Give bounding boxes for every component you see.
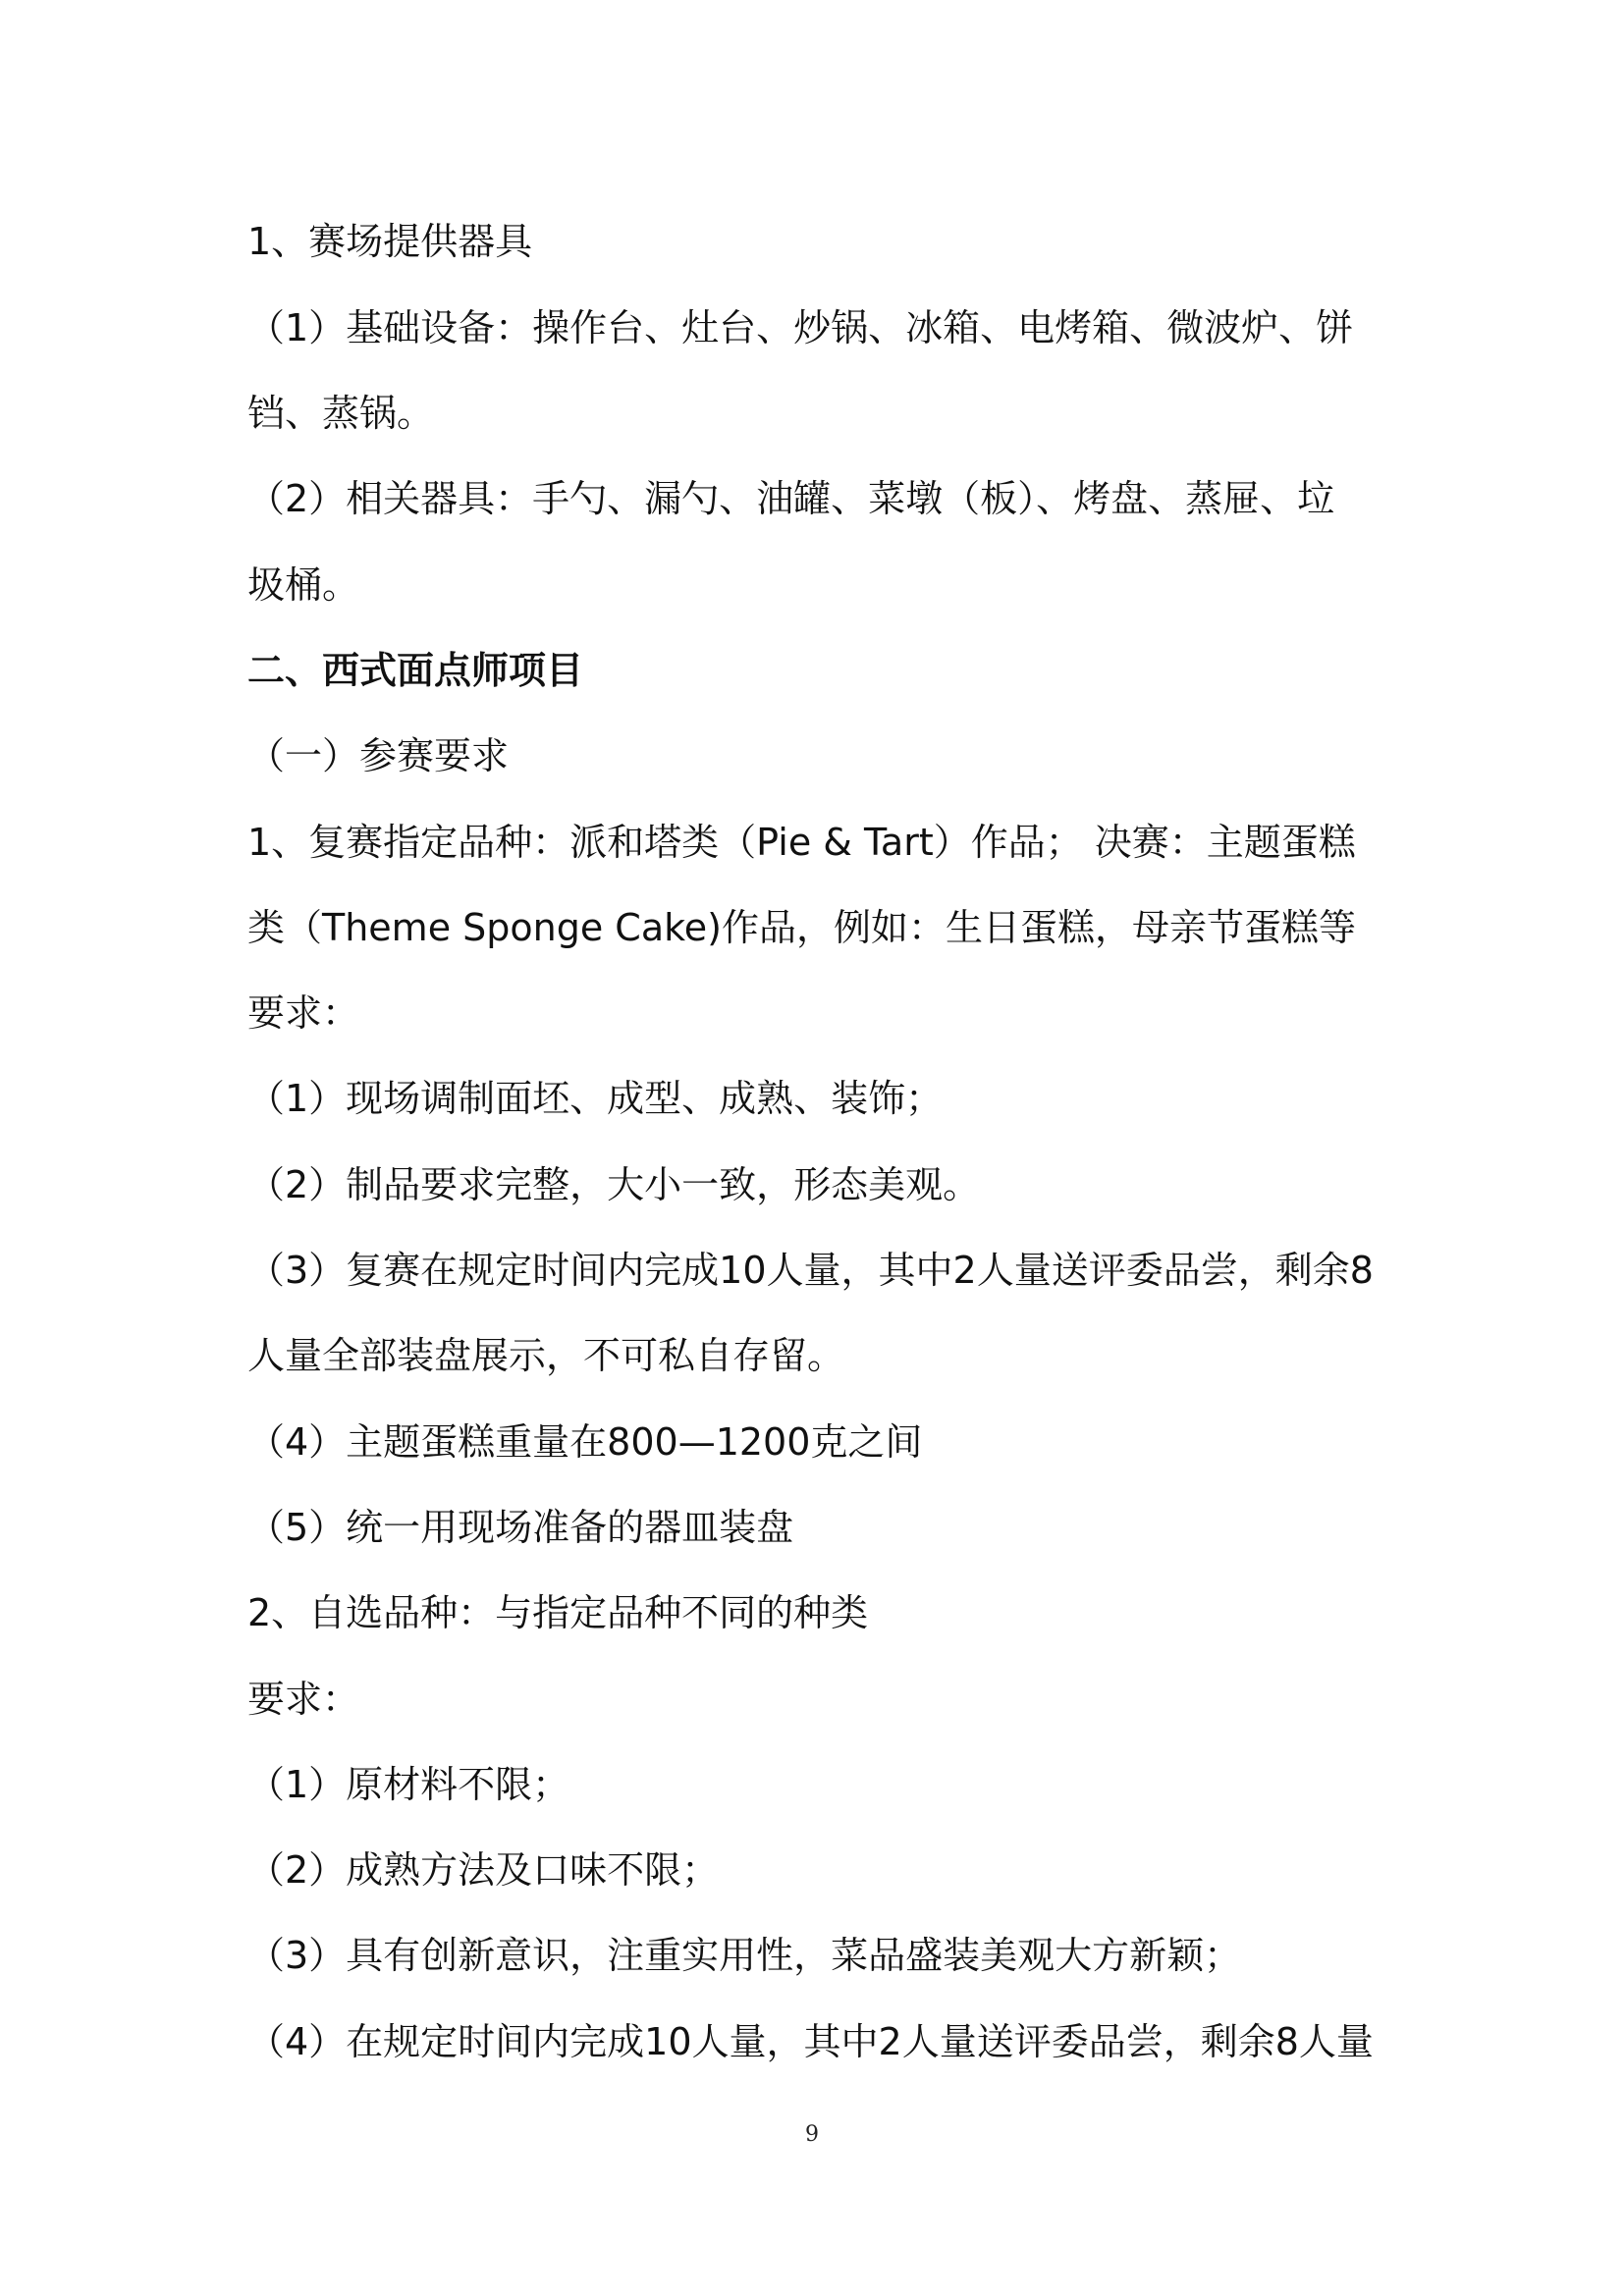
requirement-2-4: （4）在规定时间内完成10人量，其中2人量送评委品尝，剩余8人量 bbox=[247, 2020, 1374, 2063]
requirement-1-2: （2）制品要求完整，大小一致，形态美观。 bbox=[247, 1163, 981, 1206]
item-related-tools-line-1: （2）相关器具：手勺、漏勺、油罐、菜墩（板）、烤盘、蒸屉、垃 bbox=[247, 477, 1335, 520]
item-designated-variety-line-1: 1、复赛指定品种：派和塔类（Pie & Tart）作品； 决赛：主题蛋糕 bbox=[247, 821, 1356, 864]
requirement-1-4: （4）主题蛋糕重量在800—1200克之间 bbox=[247, 1420, 923, 1464]
item-self-selected-variety: 2、自选品种：与指定品种不同的种类 bbox=[247, 1591, 869, 1634]
item-designated-variety-line-2: 类（Theme Sponge Cake)作品，例如：生日蛋糕，母亲节蛋糕等 bbox=[247, 906, 1356, 949]
item-basic-equipment-line-2: 铛、蒸锅。 bbox=[247, 392, 435, 435]
item-venue-equipment: 1、赛场提供器具 bbox=[247, 220, 533, 263]
subsection-heading-requirements: （一）参赛要求 bbox=[247, 734, 510, 777]
requirement-2-3: （3）具有创新意识，注重实用性，菜品盛装美观大方新颖； bbox=[247, 1934, 1242, 1977]
requirement-1-3-line-1: （3）复赛在规定时间内完成10人量，其中2人量送评委品尝，剩余8 bbox=[247, 1249, 1374, 1292]
page-number: 9 bbox=[805, 2122, 819, 2147]
requirements-label-2: 要求： bbox=[247, 1678, 360, 1721]
section-heading-western-pastry: 二、西式面点师项目 bbox=[247, 649, 584, 692]
requirement-1-3-line-2: 人量全部装盘展示，不可私自存留。 bbox=[247, 1334, 845, 1377]
requirement-2-1: （1）原材料不限； bbox=[247, 1763, 570, 1806]
requirement-2-2: （2）成熟方法及口味不限； bbox=[247, 1848, 720, 1892]
requirement-1-5: （5）统一用现场准备的器皿装盘 bbox=[247, 1506, 794, 1549]
requirement-1-1: （1）现场调制面坯、成型、成熟、装饰； bbox=[247, 1077, 944, 1120]
requirements-label-1: 要求： bbox=[247, 991, 360, 1035]
item-related-tools-line-2: 圾桶。 bbox=[247, 563, 360, 607]
item-basic-equipment-line-1: （1）基础设备：操作台、灶台、炒锅、冰箱、电烤箱、微波炉、饼 bbox=[247, 306, 1354, 349]
